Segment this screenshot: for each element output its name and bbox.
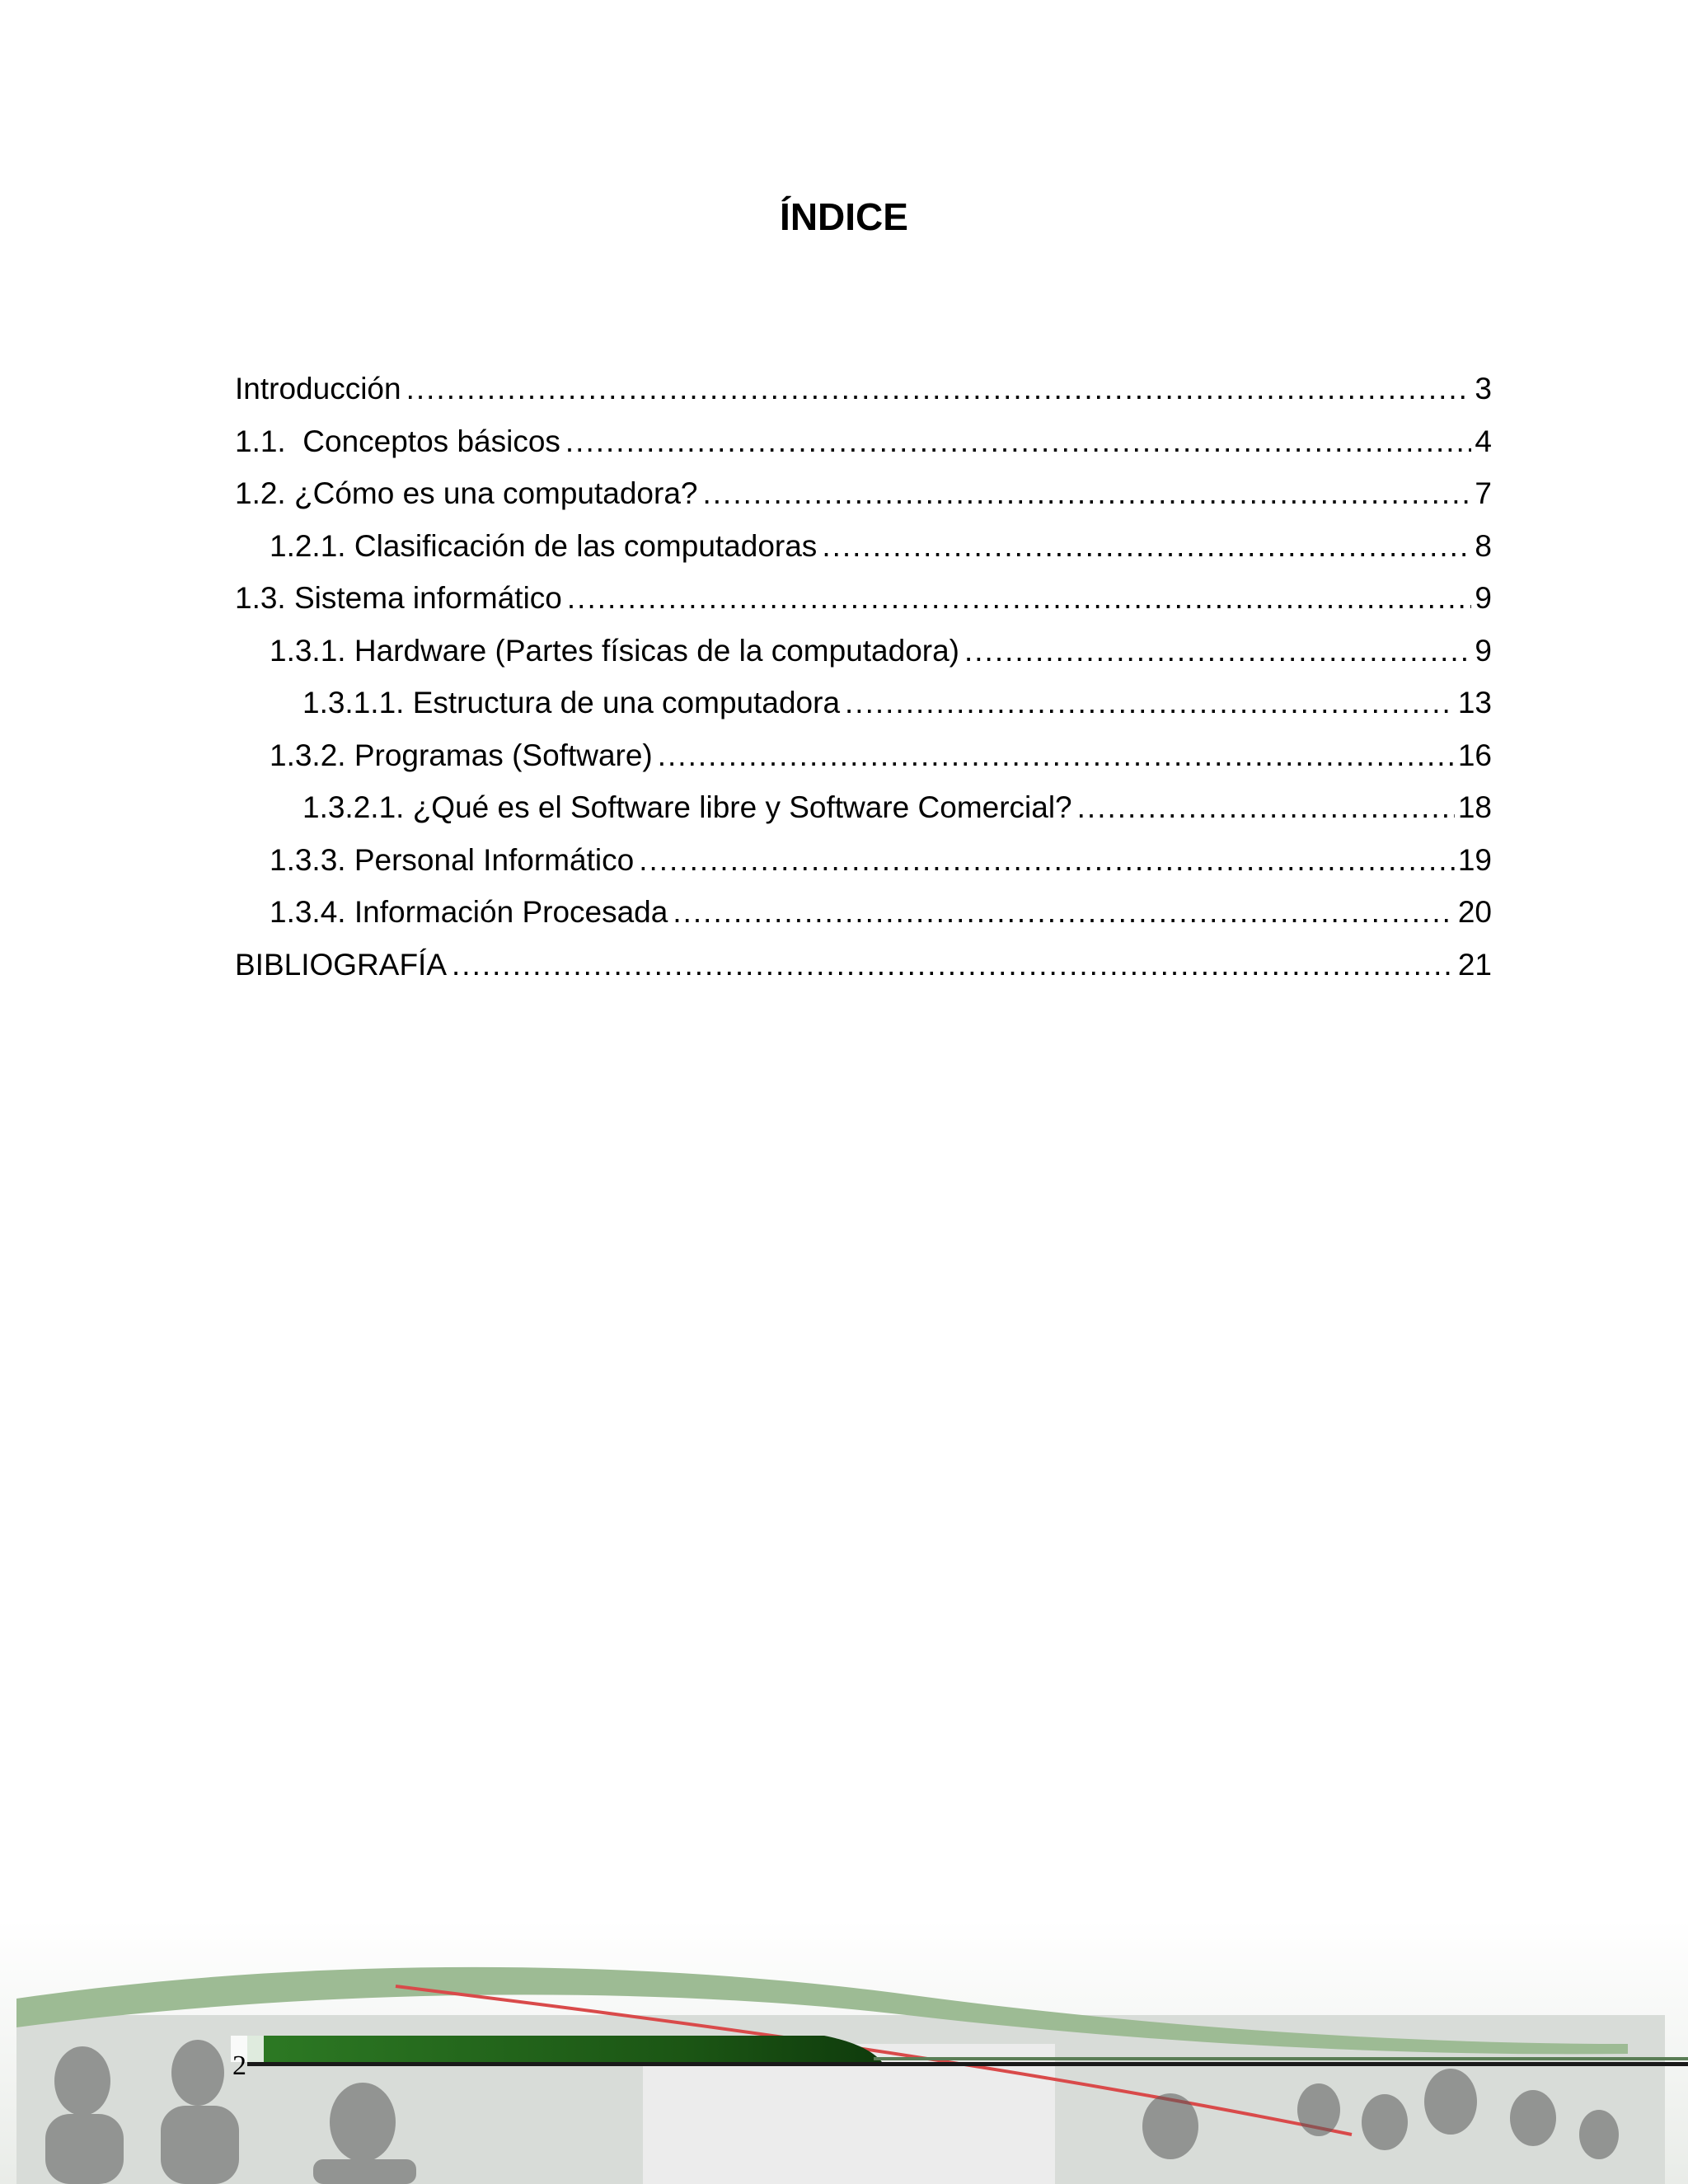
toc-entry-label: 1.3.1.1. Estructura de una computadora [302, 686, 841, 719]
toc-entry[interactable] [235, 781, 1492, 834]
table-of-contents [235, 363, 1492, 991]
toc-entry[interactable] [235, 415, 1492, 468]
toc-entry[interactable] [235, 520, 1492, 573]
toc-entry-page: 18 [1457, 790, 1492, 824]
footer-banner-image [0, 1920, 1688, 2184]
toc-entry-label: 1.1. Conceptos básicos [235, 424, 560, 458]
toc-entry[interactable] [235, 363, 1492, 415]
toc-entry-page: 3 [1475, 372, 1492, 405]
toc-entry[interactable] [235, 625, 1492, 677]
toc-entry-page: 20 [1457, 895, 1492, 929]
toc-entry-label: 1.3. Sistema informático [235, 581, 562, 615]
toc-entry-label: BIBLIOGRAFÍA [235, 947, 448, 982]
toc-entry-label: 1.2.1. Clasificación de las computadoras [270, 528, 818, 563]
toc-entry-page: 9 [1475, 581, 1492, 615]
toc-entry-page: 21 [1457, 947, 1492, 982]
toc-entry-page: 19 [1457, 842, 1492, 877]
toc-entry-page: 9 [1475, 633, 1492, 668]
toc-entry-page: 8 [1475, 528, 1492, 563]
toc-entry-page: 4 [1475, 424, 1492, 458]
toc-entry-label: 1.3.3. Personal Informático [270, 842, 635, 877]
toc-entry[interactable] [235, 572, 1492, 625]
toc-entry-page: 16 [1457, 738, 1492, 772]
toc-entry-page: 13 [1457, 686, 1492, 719]
toc-entry-label: 1.2. ¿Cómo es una computadora? [235, 476, 698, 510]
toc-entry[interactable] [235, 729, 1492, 782]
toc-entry-page: 7 [1475, 476, 1492, 510]
toc-entry-label: 1.3.1. Hardware (Partes físicas de la computadora) [270, 633, 959, 668]
toc-entry[interactable] [235, 834, 1492, 887]
toc-entry-label: Introducción [235, 372, 401, 405]
toc-entry-label: 1.3.2. Programas (Software) [270, 738, 653, 772]
toc-entry-label: 1.3.4. Información Procesada [270, 895, 668, 929]
toc-entry-label: 1.3.2.1. ¿Qué es el Software libre y Software Comercial? [302, 790, 1072, 824]
toc-entry[interactable] [235, 467, 1492, 520]
page-title: ÍNDICE [780, 195, 908, 238]
page-number: 2 [232, 2050, 246, 2081]
toc-entry[interactable] [235, 886, 1492, 939]
toc-entry[interactable] [235, 939, 1492, 991]
toc-entry[interactable] [235, 677, 1492, 729]
